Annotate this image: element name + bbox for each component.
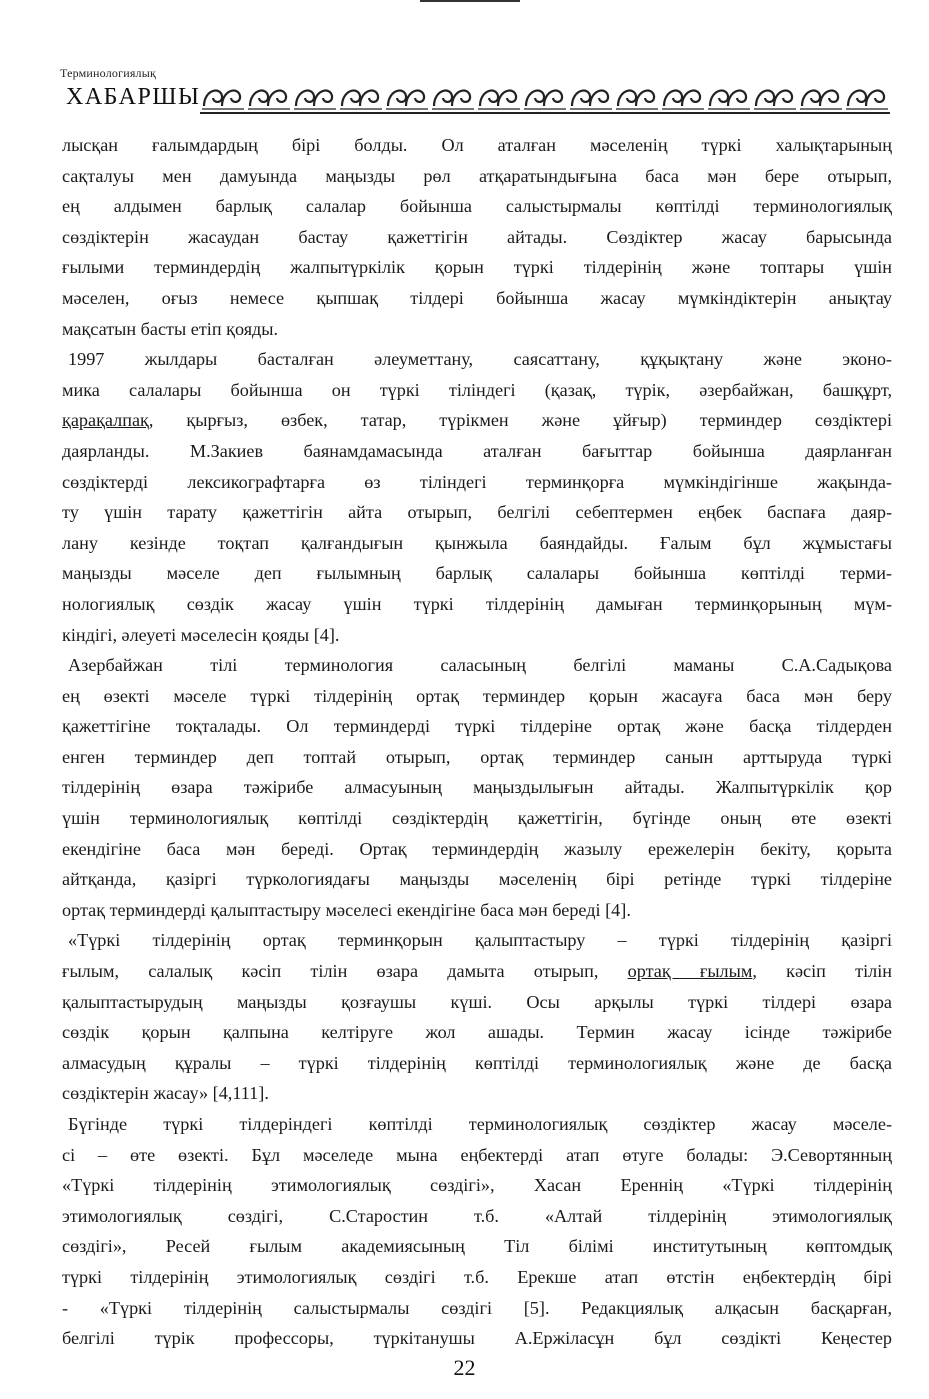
text-line: сақталуы мен дамуында маңызды рөл атқаратындығына баса мән бере отырып, xyxy=(62,165,892,186)
text-line: кіндігі, әлеуеті мәселесін қояды [4]. xyxy=(62,624,340,645)
top-rule xyxy=(420,0,520,2)
text-line: қарақалпақ, қырғыз, өзбек, татар, түрікмен және ұйғыр) терминдер сөздіктері xyxy=(62,410,892,431)
article-text xyxy=(62,130,892,1354)
text-line: - «Түркі тілдерінің салыстырмалы сөздігі [5]. Редакциялық алқасын басқарған, xyxy=(62,1297,892,1318)
text-line: сөздік қорын қалпына келтіруге жол ашады. Термин жасау ісінде тәжірибе xyxy=(62,1022,892,1043)
text-line: ең өзекті мәселе түркі тілдерінің ортақ терминдер қорын жасауға баса мән беру xyxy=(62,685,892,706)
text-line: енген терминдер деп топтай отырып, ортақ терминдер санын арттыруда түркі xyxy=(62,746,892,767)
running-header xyxy=(60,66,890,116)
text-line: қажеттігіне тоқталады. Ол терминдерді түркі тілдеріне ортақ және басқа тілдерден xyxy=(62,716,892,737)
text-line: қалыптастырудың маңызды қозғаушы күші. Осы арқылы түркі тілдері өзара xyxy=(62,991,892,1012)
text-line: екендігіне баса мән береді. Ортақ терминдердің жазылу ережелерін бекіту, қорыта xyxy=(62,838,892,859)
ornament-band-icon xyxy=(200,76,890,116)
text-line: «Түркі тілдерінің ортақ терминқорын қалыптастыру – түркі тілдерінің қазіргі xyxy=(68,930,892,951)
text-line: Азербайжан тілі терминология саласының белгілі маманы С.А.Садықова xyxy=(68,655,892,676)
text-line: этимологиялық сөздігі, С.Старостин т.б. «Алтай тілдерінің этимологиялық xyxy=(62,1205,892,1226)
text-line: тілдерінің өзара тәжірибе алмасуының маңыздылығын айтады. Жалпытүркілік қор xyxy=(62,777,892,798)
text-line: сөздіктерді лексикографтарға өз тіліндегі терминқорға мүмкіндігінше жақында- xyxy=(62,471,892,492)
page-number: 22 xyxy=(453,1355,476,1380)
text-line: Бүгінде түркі тілдеріндегі көптілді терминологиялық сөздіктер жасау мәселе- xyxy=(68,1114,892,1134)
text-line: алмасудың құралы – түркі тілдерінің көптілді терминологиялық және де басқа xyxy=(62,1052,892,1073)
text-line: ғылым, салалық кәсіп тілін өзара дамыта отырып, ортақ ғылым, кәсіп тілін xyxy=(62,961,892,982)
underlined-word: қарақалпақ xyxy=(62,410,149,431)
text-line: түркі тілдерінің этимологиялық сөздігі т.б. Ерекше атап өтстін еңбектердің бірі xyxy=(62,1266,892,1287)
text-line: маңызды мәселе деп ғылымның барлық салалары бойынша көптілді терми- xyxy=(62,563,892,584)
text-line: ортақ терминдерді қалыптастыру мәселесі екендігіне баса мән береді [4]. xyxy=(62,899,631,920)
text-line: мика салалары бойынша он түркі тіліндегі (қазақ, түрік, әзербайжан, башқұрт, xyxy=(62,379,892,400)
text-line: сі – өте өзекті. Бұл мәселеде мына еңбектерді атап өтуге болады: Э.Севортянның xyxy=(62,1144,892,1165)
text-line: лысқан ғалымдардың бірі болды. Ол аталған мәселенің түркі халықтарының xyxy=(62,135,892,155)
text-line: сөздіктерін жасау» [4,111]. xyxy=(62,1083,269,1104)
text-line: сөздіктерін жасаудан бастау қажеттігін айтады. Сөздіктер жасау барысында xyxy=(62,226,892,247)
underlined-word: ортақ ғылым xyxy=(627,961,753,982)
text-line: мақсатын басты етіп қояды. xyxy=(62,318,279,339)
text-line: айтқанда, қазіргі түркологиядағы маңызды мәселенің бірі ретінде түркі тілдеріне xyxy=(62,869,892,890)
text-line: 1997 жылдары басталған әлеуметтану, саясаттану, құқықтану және эконо- xyxy=(68,349,892,370)
text-line: лану кезінде тоқтап қалғандығын қынжыла баяндайды. Ғалым бұл жұмыстағы xyxy=(62,532,892,553)
text-line: сөздігі», Ресей ғылым академиясының Тіл білімі институтының көптомдық xyxy=(62,1236,892,1257)
journal-name-small: Терминологиялық xyxy=(60,66,157,80)
text-line: нологиялық сөздік жасау үшін түркі тілдерінің дамыған терминқорының мүм- xyxy=(62,593,892,614)
text-line: белгілі түрік профессоры, түркітанушы А.Ержіласұн бұл сөздікті Кеңестер xyxy=(62,1328,892,1349)
text-line: «Түркі тілдерінің этимологиялық сөздігі», Хасан Ереннің «Түркі тілдерінің xyxy=(62,1175,892,1196)
text-line: ең алдымен барлық салалар бойынша салыстырмалы көптілді терминологиялық xyxy=(62,196,892,217)
text-line: үшін терминологиялық көптілді сөздіктердің қажеттігін, бүгінде оның өте өзекті xyxy=(62,808,892,829)
text-line: даярланды. М.Закиев баянамдамасында аталған бағыттар бойынша даярланған xyxy=(62,440,892,461)
text-line: мәселен, оғыз немесе қыпшақ тілдері бойынша жасау мүмкіндіктерін анықтау xyxy=(62,287,892,308)
journal-name: ХАБАРШЫ xyxy=(66,84,201,110)
text-line: ту үшін тарату қажеттігін айта отырып, белгілі себептермен еңбек баспаға даяр- xyxy=(62,502,892,523)
text-line: ғылыми терминдердің жалпытүркілік қорын түркі тілдерінің және топтары үшін xyxy=(62,257,892,278)
